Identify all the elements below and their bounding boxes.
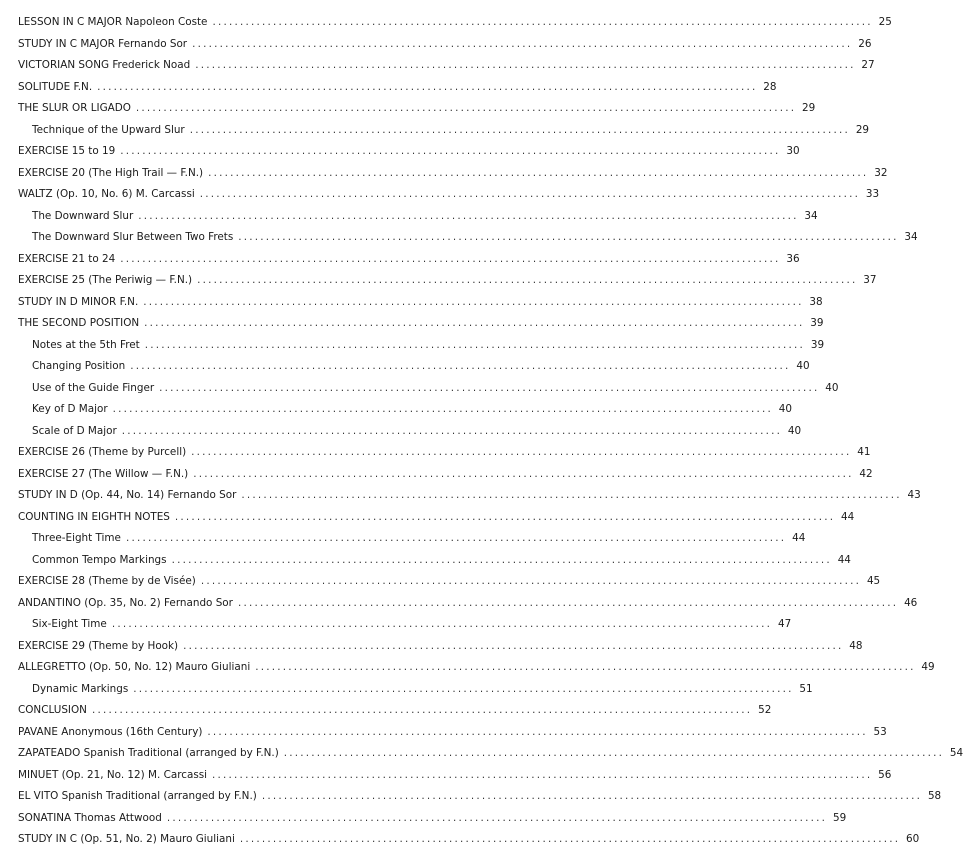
toc-entry-title: EXERCISE 26 (Theme by Purcell) bbox=[18, 446, 187, 458]
toc-entry-title: STUDY IN C (Op. 51, No. 2) Mauro Giuliani bbox=[18, 833, 235, 845]
toc-entry-page-number: 34 bbox=[804, 209, 818, 222]
toc-entry-title: Common Tempo Markings bbox=[32, 553, 167, 566]
toc-entry-page-number: 27 bbox=[861, 59, 875, 71]
toc-entry-title: Dynamic Markings bbox=[32, 682, 129, 695]
toc-entry-page-number: 42 bbox=[859, 467, 873, 480]
dot-leader: ........................................................................................................................ bbox=[120, 252, 781, 265]
toc-entry-page-number: 47 bbox=[777, 618, 792, 630]
toc-entry bbox=[18, 507, 855, 529]
toc-entry-title: EXERCISE 25 (The Periwig — F.N.) bbox=[18, 274, 193, 286]
toc-entry-title: VICTORIAN SONG Frederick Noad bbox=[18, 59, 191, 71]
toc-entry-title: ANDANTINO (Op. 35, No. 2) Fernando Sor bbox=[18, 596, 233, 609]
dot-leader: ........................................................................................................................ bbox=[121, 424, 783, 437]
toc-entry-page-number: 48 bbox=[849, 639, 863, 652]
toc-entry-title: Notes at the 5th Fret bbox=[32, 338, 140, 351]
toc-entry-page-number: 40 bbox=[787, 424, 802, 437]
toc-entry bbox=[18, 98, 816, 120]
toc-entry-page-number: 39 bbox=[810, 338, 825, 351]
dot-leader: ........................................................................................................................ bbox=[212, 16, 873, 28]
dot-leader: ........................................................................................................................ bbox=[237, 596, 899, 609]
toc-entry-page-number: 28 bbox=[763, 80, 777, 93]
dot-leader: ........................................................................................................................ bbox=[171, 553, 832, 566]
toc-entry bbox=[18, 679, 813, 701]
dot-leader: ........................................................................................................................ bbox=[255, 661, 916, 673]
toc-entry-page-number: 34 bbox=[904, 231, 918, 243]
toc-entry-page-number: 51 bbox=[799, 682, 813, 695]
toc-entry-title: SOLITUDE F.N. bbox=[18, 80, 93, 93]
toc-entry-page-number: 46 bbox=[904, 596, 918, 609]
toc-entry-page-number: 30 bbox=[786, 145, 800, 157]
toc-entry-page-number: 29 bbox=[855, 123, 870, 136]
dot-leader: ........................................................................................................................ bbox=[195, 59, 856, 71]
dot-leader: ........................................................................................................................ bbox=[191, 446, 852, 458]
toc-entry-title: THE SLUR OR LIGADO bbox=[18, 102, 131, 114]
toc-entry-title: EXERCISE 29 (Theme by Hook) bbox=[18, 639, 179, 652]
toc-entry-title: COUNTING IN EIGHTH NOTES bbox=[18, 510, 170, 523]
dot-leader: ........................................................................................................................ bbox=[144, 338, 806, 351]
toc-entry bbox=[18, 765, 892, 787]
dot-leader: ........................................................................................................................ bbox=[261, 790, 923, 802]
toc-entry bbox=[18, 249, 800, 271]
dot-leader: ........................................................................................................................ bbox=[91, 704, 753, 716]
toc-entry bbox=[18, 421, 802, 443]
toc-entry-page-number: 54 bbox=[949, 747, 963, 759]
toc-entry bbox=[18, 270, 877, 292]
toc-entry-title: PAVANE Anonymous (16th Century) bbox=[18, 725, 203, 738]
dot-leader: ........................................................................................................................ bbox=[97, 80, 758, 93]
toc-entry bbox=[18, 829, 920, 851]
toc-entry-title: Changing Position bbox=[32, 360, 126, 372]
toc-entry-page-number: 44 bbox=[841, 510, 855, 523]
toc-entry bbox=[18, 399, 792, 421]
toc-entry bbox=[18, 528, 806, 550]
toc-entry bbox=[18, 808, 847, 830]
dot-leader: ........................................................................................................................ bbox=[144, 317, 805, 329]
dot-leader: ........................................................................................................................ bbox=[143, 295, 804, 308]
toc-entry-page-number: 32 bbox=[874, 166, 888, 179]
toc-entry-title: ALLEGRETTO (Op. 50, No. 12) Mauro Giuliani bbox=[18, 661, 251, 673]
dot-leader: ........................................................................................................................ bbox=[159, 381, 820, 394]
dot-leader: ........................................................................................................................ bbox=[135, 102, 797, 114]
toc-entry-page-number: 45 bbox=[866, 575, 881, 587]
toc-entry-title: STUDY IN C MAJOR Fernando Sor bbox=[18, 37, 188, 50]
toc-entry bbox=[18, 700, 772, 722]
dot-leader: ........................................................................................................................ bbox=[197, 274, 858, 286]
toc-entry-page-number: 40 bbox=[825, 381, 839, 394]
dot-leader: ........................................................................................................................ bbox=[133, 682, 794, 695]
toc-entry bbox=[18, 120, 870, 142]
toc-entry-title: Use of the Guide Finger bbox=[32, 381, 155, 394]
dot-leader: ........................................................................................................................ bbox=[125, 532, 787, 544]
toc-entry-title: The Downward Slur bbox=[32, 209, 134, 222]
toc-entry bbox=[18, 722, 887, 744]
toc-entry bbox=[18, 163, 888, 185]
dot-leader: ........................................................................................................................ bbox=[207, 725, 868, 738]
toc-entry-title: EXERCISE 21 to 24 bbox=[18, 252, 116, 265]
dot-leader: ........................................................................................................................ bbox=[120, 145, 781, 157]
toc-entry-page-number: 56 bbox=[878, 768, 892, 781]
toc-entry-title: Six-Eight Time bbox=[32, 618, 107, 630]
dot-leader: ........................................................................................................................ bbox=[130, 360, 791, 372]
toc-entry bbox=[18, 657, 935, 679]
toc-entry-page-number: 53 bbox=[873, 725, 887, 738]
toc-entry-title: STUDY IN D (Op. 44, No. 14) Fernando Sor bbox=[18, 489, 237, 501]
toc-entry-title: EXERCISE 28 (Theme by de Visée) bbox=[18, 575, 196, 587]
toc-entry-title: ZAPATEADO Spanish Traditional (arranged by F.N.) bbox=[18, 747, 279, 759]
toc-entry bbox=[18, 571, 881, 593]
toc-entry bbox=[18, 55, 875, 77]
dot-leader: ........................................................................................................................ bbox=[183, 639, 844, 652]
toc-entry bbox=[18, 464, 873, 486]
dot-leader: ........................................................................................................................ bbox=[239, 833, 901, 845]
dot-leader: ........................................................................................................................ bbox=[200, 575, 862, 587]
toc-entry bbox=[18, 141, 800, 163]
toc-entry-title: Three-Eight Time bbox=[32, 532, 121, 544]
dot-leader: ........................................................................................................................ bbox=[283, 747, 945, 759]
toc-entry bbox=[18, 743, 963, 765]
dot-leader: ........................................................................................................................ bbox=[208, 166, 869, 179]
dot-leader: ........................................................................................................................ bbox=[112, 403, 773, 415]
toc-entry-title: EXERCISE 27 (The Willow — F.N.) bbox=[18, 467, 189, 480]
dot-leader: ........................................................................................................................ bbox=[166, 811, 828, 824]
dot-leader: ........................................................................................................................ bbox=[238, 231, 899, 243]
toc-entry bbox=[18, 335, 825, 357]
dot-leader: ........................................................................................................................ bbox=[138, 209, 799, 222]
dot-leader: ........................................................................................................................ bbox=[192, 37, 853, 50]
dot-leader: ........................................................................................................................ bbox=[241, 489, 902, 501]
dot-leader: ........................................................................................................................ bbox=[199, 188, 861, 200]
toc-entry bbox=[18, 550, 851, 572]
toc-entry-title: LESSON IN C MAJOR Napoleon Coste bbox=[18, 16, 208, 28]
toc-entry bbox=[18, 313, 824, 335]
toc-entry bbox=[18, 442, 871, 464]
toc-entry-title: EXERCISE 15 to 19 bbox=[18, 145, 116, 157]
toc-entry-page-number: 44 bbox=[837, 553, 851, 566]
toc-entry bbox=[18, 184, 880, 206]
toc-entry bbox=[18, 485, 921, 507]
toc-entry-page-number: 25 bbox=[878, 16, 892, 28]
dot-leader: ........................................................................................................................ bbox=[174, 510, 836, 523]
toc-entry bbox=[18, 614, 792, 636]
toc-entry-title: MINUET (Op. 21, No. 12) M. Carcassi bbox=[18, 768, 208, 781]
toc-entry-title: The Downward Slur Between Two Frets bbox=[32, 231, 234, 243]
toc-entry-page-number: 26 bbox=[858, 37, 872, 50]
toc-entry bbox=[18, 77, 777, 99]
toc-entry bbox=[18, 593, 918, 615]
toc-entry-page-number: 39 bbox=[810, 317, 824, 329]
toc-entry-page-number: 49 bbox=[921, 661, 935, 673]
toc-entry-title: EXERCISE 20 (The High Trail — F.N.) bbox=[18, 166, 204, 179]
toc-entry bbox=[18, 206, 818, 228]
toc-entry-title: Key of D Major bbox=[32, 403, 108, 415]
dot-leader: ........................................................................................................................ bbox=[212, 768, 873, 781]
toc-entry-page-number: 58 bbox=[927, 790, 942, 802]
toc-entry-title: EL VITO Spanish Traditional (arranged by F.N.) bbox=[18, 790, 257, 802]
toc-entry bbox=[18, 378, 839, 400]
dot-leader: ........................................................................................................................ bbox=[111, 618, 773, 630]
toc-entry-page-number: 33 bbox=[865, 188, 880, 200]
toc-entry-title: THE SECOND POSITION bbox=[18, 317, 140, 329]
toc-entry-title: WALTZ (Op. 10, No. 6) M. Carcassi bbox=[18, 188, 195, 200]
toc-entry bbox=[18, 786, 942, 808]
dot-leader: ........................................................................................................................ bbox=[193, 467, 854, 480]
toc-entry-page-number: 40 bbox=[796, 360, 810, 372]
toc-entry-title: SONATINA Thomas Attwood bbox=[18, 811, 162, 824]
toc-entry-page-number: 52 bbox=[758, 704, 772, 716]
toc-entry bbox=[18, 34, 872, 56]
toc-entry bbox=[18, 356, 810, 378]
toc-entry-page-number: 29 bbox=[802, 102, 816, 114]
toc-entry-page-number: 41 bbox=[857, 446, 871, 458]
toc-entry-page-number: 60 bbox=[906, 833, 920, 845]
toc-entry-title: Scale of D Major bbox=[32, 424, 117, 437]
toc-entry bbox=[18, 292, 823, 314]
toc-entry-title: Technique of the Upward Slur bbox=[32, 123, 185, 136]
toc-entry-page-number: 59 bbox=[832, 811, 847, 824]
toc-entry-page-number: 38 bbox=[809, 295, 823, 308]
toc-entry-page-number: 40 bbox=[778, 403, 792, 415]
toc-entry-page-number: 36 bbox=[786, 252, 800, 265]
toc-entry-title: CONCLUSION bbox=[18, 704, 87, 716]
toc-entry bbox=[18, 227, 918, 249]
toc-entry-page-number: 44 bbox=[792, 532, 806, 544]
dot-leader: ........................................................................................................................ bbox=[189, 123, 851, 136]
toc-entry-page-number: 43 bbox=[907, 489, 921, 501]
toc-entry bbox=[18, 12, 892, 34]
toc-entry bbox=[18, 636, 863, 658]
toc-entry-title: STUDY IN D MINOR F.N. bbox=[18, 295, 139, 308]
toc-entry-page-number: 37 bbox=[863, 274, 877, 286]
